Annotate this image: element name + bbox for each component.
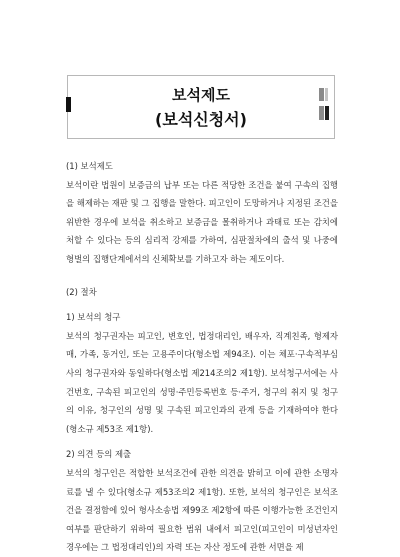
section-heading: (1) 보석제도 bbox=[66, 161, 113, 171]
right-decorative-block bbox=[325, 88, 328, 101]
document-subtitle: (보석신청서) bbox=[155, 110, 247, 129]
section-heading: (2) 절차 bbox=[66, 286, 97, 297]
subsection-heading: 1) 보석의 청구 bbox=[66, 312, 121, 323]
right-decorative-block bbox=[319, 106, 324, 120]
paragraph: 보석이란 법원이 보증금의 납부 또는 다른 적당한 조건을 붙여 구속의 집행을 해제하는 재판 및 그 집행을 말한다. 피고인이 도망하거나 지정된 조건을 위반한 경우에 보석을 취소하고 보증금을 몰취하거나 과태료 또는 감치에 처할 수 있다는 등의 심리적 강제를 가하여, 심판절차에의 출석 및 나중에 형벌의 집행단계에서의 신체확보를 기하고자 하는 제도이다. bbox=[66, 179, 338, 264]
document-body bbox=[66, 157, 338, 557]
paragraph: 보석의 청구권자는 피고인, 변호인, 법정대리인, 배우자, 직계친족, 형제자매, 가족, 동거인, 또는 고용주이다(형소법 제94조). 이는 체포·구속적부심사의 청구권자와 동일하다(형소법 제214조의2 제1항). 보석청구서에는 사건번호, 구속된 피고인의 성명·주민등록번호 등·주거, 청구의 취지 및 청구의 이유, 청구인의 성명 및 구속된 피고인과의 관계 등을 기재하여야 한다(형소규 제53조 제1항). bbox=[66, 330, 338, 434]
right-decorative-block bbox=[319, 88, 324, 101]
paragraph: 보석의 청구인은 적합한 보석조건에 관한 의견을 밝히고 이에 관한 소명자료를 낼 수 있다(형소규 제53조의2 제1항). 또한, 보석의 청구인은 보석조건을 결정함에 있어 형사소송법 제99조 제2항에 따른 이행가능한 조건인지 여부를 판단하기 위하여 필요한 범위 내에서 피고인(피고인이 미성년자인 경우에는 그 법정대리인)의 자력 또는 자산 정도에 관한 서면을 제 bbox=[66, 467, 338, 553]
right-decorative-block bbox=[325, 106, 329, 120]
subsection-heading: 2) 의견 등의 제출 bbox=[66, 449, 132, 460]
title-box bbox=[67, 75, 335, 139]
left-decorative-marker bbox=[66, 97, 71, 112]
document-title: 보석제도 bbox=[172, 86, 230, 104]
